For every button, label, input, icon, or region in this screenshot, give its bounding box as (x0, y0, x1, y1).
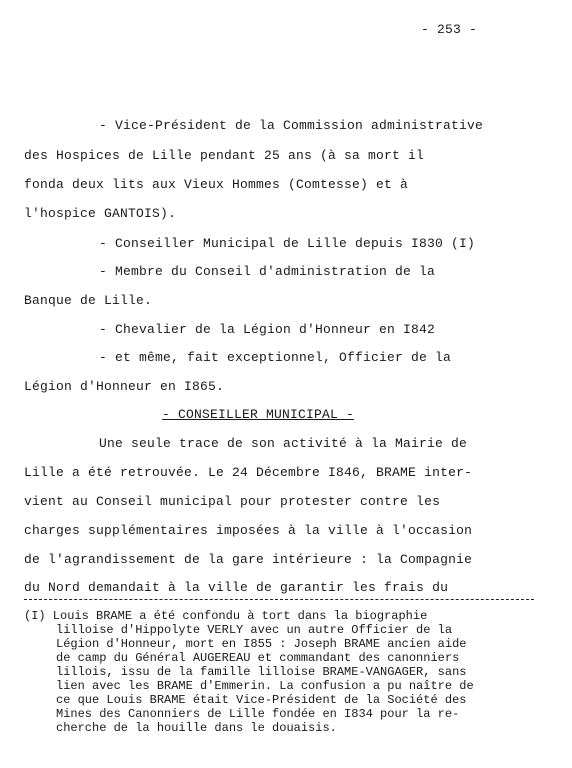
body-line: l'hospice GANTOIS). (24, 206, 177, 221)
footnote-line: lien avec les BRAME d'Emmerin. La confusion a pu naître de (56, 679, 474, 693)
body-line: Banque de Lille. (24, 293, 153, 308)
footnote-line: de camp du Général AUGEREAU et commandant des canonniers (56, 651, 460, 665)
footnote-line: (I) Louis BRAME a été confondu à tort dans la biographie (24, 609, 428, 623)
footnote-line: ce que Louis BRAME était Vice-Président de la Société des (56, 693, 467, 707)
section-line: Lille a été retrouvée. Le 24 Décembre I846, BRAME inter- (24, 465, 473, 480)
section-line: Une seule trace de son activité à la Mairie de (99, 436, 468, 451)
footnote-line: Mines des Canonniers de Lille fondée en I834 pour la re- (56, 707, 460, 721)
section-line: de l'agrandissement de la gare intérieure : la Compagnie (24, 552, 473, 567)
body-line: - Vice-Président de la Commission administrative (99, 118, 484, 133)
page-number: - 253 - (421, 22, 478, 37)
body-line: - Membre du Conseil d'administration de la (99, 264, 436, 279)
footnote-line: lilloise d'Hippolyte VERLY avec un autre Officier de la (56, 623, 453, 637)
footnote-separator (24, 599, 534, 600)
footnote-line: lillois, issu de la famille lilloise BRAME-VANGAGER, sans (56, 665, 467, 679)
section-line: du Nord demandait à la ville de garantir les frais du (24, 580, 449, 595)
body-line: Légion d'Honneur en I865. (24, 379, 225, 394)
body-line: - Chevalier de la Légion d'Honneur en I842 (99, 322, 436, 337)
section-line: charges supplémentaires imposées à la ville à l'occasion (24, 523, 473, 538)
body-line: fonda deux lits aux Vieux Hommes (Comtesse) et à (24, 177, 409, 192)
body-line: - et même, fait exceptionnel, Officier de la (99, 350, 452, 365)
body-line: - Conseiller Municipal de Lille depuis I830 (I) (99, 236, 476, 251)
footnote-line: cherche de la houille dans le douaisis. (56, 721, 337, 735)
footnote-line: Légion d'Honneur, mort en I855 : Joseph BRAME ancien aide (56, 637, 467, 651)
section-heading: - CONSEILLER MUNICIPAL - (162, 407, 355, 422)
section-line: vient au Conseil municipal pour protester contre les (24, 494, 441, 509)
body-line: des Hospices de Lille pendant 25 ans (à sa mort il (24, 148, 425, 163)
